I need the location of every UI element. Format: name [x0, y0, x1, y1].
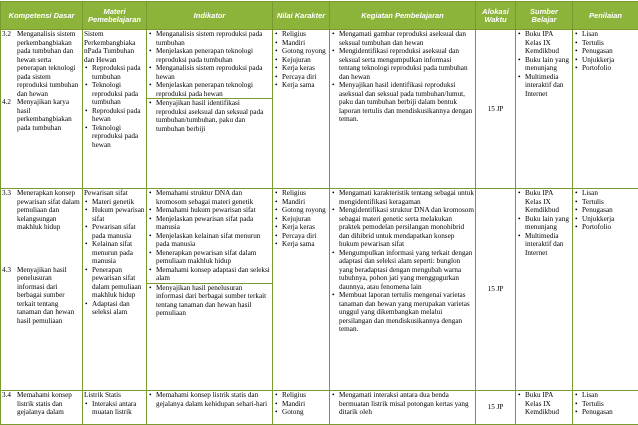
kegiatan-item: • Mengamati interaksi antara dua benda bermuatan listrik misal potongan kertas yang ditarik oleh [331, 391, 474, 417]
indikator-item: • Menyajikan hasil penelusuran informasi dari berbagai sumber terkait tentang tanaman dan hewan hasil pemuliaan [148, 284, 271, 318]
materi-item: • Reproduksi pada hewan [84, 107, 145, 124]
indikator-cell [147, 391, 273, 425]
indikator-list-b [148, 284, 271, 318]
materi-title: Listrik Statis [84, 391, 145, 400]
materi-item: • Materi genetik [84, 198, 145, 207]
kd-text: Memahami konsep listrik statis dan gejalanya dalam [17, 391, 81, 417]
nilai-item: • Kerja sama [274, 240, 328, 249]
kegiatan-cell [330, 189, 476, 391]
kd-item [2, 266, 81, 326]
nilai-item: • Kejujuran [274, 215, 328, 224]
penilaian-item: • Tertulis [574, 39, 637, 48]
sumber-cell [516, 391, 573, 425]
penilaian-cell [573, 189, 638, 391]
sumber-list [517, 391, 571, 417]
indikator-item: • Menjelaskan kelainan sifat menurun pada manusia [148, 232, 271, 249]
kegiatan-list [331, 189, 474, 334]
nilai-item: • Mandiri [274, 198, 328, 207]
indikator-item: • Menjelaskan penerapan teknologi reproduksi pada tumbuhan [148, 47, 271, 64]
indikator-item: • Menganalisis sistem reproduksi pada tumbuhan [148, 30, 271, 47]
sumber-item: • Buku IPA Kelas IX Kemdikbud [517, 391, 571, 417]
kegiatan-list [331, 30, 474, 124]
penilaian-item: • Lisan [574, 189, 637, 198]
kd-number: 3.4 [2, 391, 17, 417]
kegiatan-item: • Mengumpulkan informasi yang terkait dengan adaptasi dan seleksi alam seperti: bunglon yang beradaptasi dengan mengubah warna tubuhnya, pohon jati yang menggugurkan daunnya, atau fenomena lain [331, 249, 474, 292]
nilai-item: • Religius [274, 30, 328, 39]
header-nilai-karakter: Nilai Karakter [273, 2, 330, 30]
kd-number: 4.3 [2, 266, 17, 326]
kegiatan-item: • Membuat laporan tertulis mengenai varietas tanaman dan hewan yang merupakan varietas unggul yang dikembangkan melalui persilangan dan mendiskusikannya dengan teman. [331, 291, 474, 334]
waktu-cell: 15 JP [476, 189, 516, 391]
materi-item: • Pewarisan sifat pada manusia [84, 223, 145, 240]
nilai-item: • Kerja keras [274, 64, 328, 73]
materi-item: • Kelainan sifat menurun pada manusia [84, 240, 145, 266]
sumber-cell [516, 30, 573, 189]
nilai-item: • Percaya diri [274, 73, 328, 82]
penilaian-item: • Tertulis [574, 198, 637, 207]
header-kompetensi-dasar: Kompetensi Dasar [1, 2, 83, 30]
kegiatan-item: • Mengamati karakteristik tentang sebagai untuk mengidentifikasi keragaman [331, 189, 474, 206]
materi-title: Pewarisan sifat [84, 189, 145, 198]
indikator-item: • Menganalisis sistem reproduksi pada hewan [148, 64, 271, 81]
nilai-cell [273, 391, 330, 425]
sumber-item: • Multimedia interaktif dan Internet [517, 73, 571, 99]
syllabus-table [0, 1, 638, 425]
materi-cell [83, 189, 147, 391]
nilai-item: • Religius [274, 391, 328, 400]
nilai-cell [273, 30, 330, 189]
indikator-item: • Menjelaskan pewarisan sifat pada manusia [148, 215, 271, 232]
sumber-item: • Multimedia interaktif dan Internet [517, 232, 571, 258]
header-indikator: Indikator [147, 2, 273, 30]
indikator-item: • Memahami struktur DNA dan kromosom sebagai materi genetik [148, 189, 271, 206]
kegiatan-item: • Mengidentifikasi struktur DNA dan kromosom sebagai materi genetic serta melakukan praktek pemodelan persilangan monohibrid dan dihibrid untuk mendapatkan konsep hukum pewarisan sifat [331, 206, 474, 249]
kd-number: 3.3 [2, 189, 17, 232]
penilaian-item: • Lisan [574, 391, 637, 400]
indikator-item: • Memahami hukum pewarisan sifat [148, 206, 271, 215]
materi-item: • Adaptasi dan seleksi alam [84, 300, 145, 317]
materi-title: Sistem Perkembangbiaka nPada Tumbuhan dan Hewan [84, 30, 145, 64]
kd-item [2, 391, 81, 417]
sumber-list [517, 189, 571, 257]
nilai-item: • Mandiri [274, 39, 328, 48]
header-penilaian: Penilaian [573, 2, 638, 30]
kegiatan-item: • Mengamati gambar reproduksi aseksual dan seksual tumbuhan dan hewan [331, 30, 474, 47]
nilai-item: • Mandiri [274, 400, 328, 409]
indikator-list [148, 30, 271, 98]
kd-text: Menyajikan karya hasil perkembangbiakan pada tumbuhan [17, 98, 81, 132]
indikator-item: • Memahami konsep adaptasi dan seleksi alam [148, 266, 271, 283]
materi-list [84, 400, 145, 417]
header-kegiatan: Kegiatan Pembelajaran [330, 2, 476, 30]
kd-text: Menyajikan hasil penelusuran informasi dari berbagai sumber terkait tentang tanaman dan hewan hasil pemuliaan [17, 266, 81, 326]
penilaian-item: • Lisan [574, 30, 637, 39]
kegiatan-list [331, 391, 474, 417]
materi-item: • Teknologi reproduksi pada tumbuhan [84, 81, 145, 107]
sumber-item: • Buku IPA Kelas IX Kemdikbud [517, 189, 571, 215]
header-alokasi-waktu: Alokasi Waktu [476, 2, 516, 30]
materi-item: • Penerapan pewarisan sifat dalam pemuliaan makhluk hidup [84, 266, 145, 300]
materi-list [84, 64, 145, 149]
sumber-item: • Buku IPA Kelas IX Kemdikbud [517, 30, 571, 56]
materi-item: • Hukum pewarisan sifat [84, 206, 145, 223]
sumber-item: • Buku lain yang menunjang [517, 215, 571, 232]
kd-item [2, 189, 81, 232]
indikator-item: • Menjelaskan penerapan teknologi reproduksi pada hewan [148, 81, 271, 98]
nilai-list [274, 391, 328, 417]
indikator-item: • Menyajikan hasil identifikasi reproduksi aseksual dan seksual pada tumbuhan/tumbuhan, paku dan tumbuhan berbiji [148, 99, 271, 133]
kd-number: 4.2 [2, 98, 17, 132]
sumber-item: • Buku lain yang menunjang [517, 56, 571, 73]
indikator-item: • Memahami konsep listrik statis dan gejalanya dalam kehidupan sehari-hari [148, 391, 271, 408]
materi-list [84, 198, 145, 317]
nilai-list [274, 30, 328, 90]
penilaian-item: • Unjukkerja [574, 56, 637, 65]
kd-item [2, 98, 81, 132]
sumber-list [517, 30, 571, 98]
kd-cell [1, 30, 83, 189]
kd-cell [1, 391, 83, 425]
nilai-item: • Gotong royong [274, 206, 328, 215]
table-row [1, 391, 638, 425]
nilai-list [274, 189, 328, 249]
penilaian-list [574, 189, 637, 232]
header-row [1, 2, 638, 30]
penilaian-item: • Penugasan [574, 206, 637, 215]
nilai-item: • Kerja sama [274, 81, 328, 90]
kegiatan-item: • Mengidentifikasi reproduksi aseksual dan seksual serta mengumpulkan informasi tentang teknologi reproduksi pada tumbuhan dan hewan [331, 47, 474, 81]
table-row [1, 189, 638, 391]
kegiatan-cell [330, 30, 476, 189]
materi-cell [83, 391, 147, 425]
kd-text: Menganalisis sistem perkembangbiakan pada tumbuhan dan hewan serta penerapan teknologi pada sistem reproduksi tumbuhan dan hewan [17, 30, 81, 98]
sumber-cell [516, 189, 573, 391]
indikator-cell [147, 189, 273, 391]
kd-text: Menerapkan konsep pewarisan sifat dalam pemuliaan dan kelangsungan makhluk hidup [17, 189, 81, 232]
materi-item: • Reproduksi pada tumbuhan [84, 64, 145, 81]
table-row [1, 30, 638, 189]
materi-cell [83, 30, 147, 189]
penilaian-item: • Penugasan [574, 47, 637, 56]
table-body [1, 30, 638, 425]
penilaian-list [574, 30, 637, 73]
penilaian-cell [573, 391, 638, 425]
kd-cell [1, 189, 83, 391]
penilaian-cell [573, 30, 638, 189]
kegiatan-item: • Menyajikan hasil identifikasi reproduksi aseksual dan seksual pada tumbuhan/lumut, paku dan tumbuhan berbiji dalam bentuk laporan tertulis dan mendiskusikannya dengan teman. [331, 81, 474, 124]
nilai-cell [273, 189, 330, 391]
nilai-item: • Kejujuran [274, 56, 328, 65]
penilaian-item: • Tertulis [574, 400, 637, 409]
penilaian-item: • Portofolio [574, 64, 637, 73]
indikator-cell [147, 30, 273, 189]
penilaian-item: • Unjukkerja [574, 215, 637, 224]
nilai-item: • Religius [274, 189, 328, 198]
header-materi: Materi Pemebelajaran [83, 2, 147, 30]
materi-item: • Interaksi antara muatan listrik [84, 400, 145, 417]
waktu-cell: 15 JP [476, 391, 516, 425]
penilaian-item: • Penugasan [574, 408, 637, 417]
indikator-item: • Menerapkan pewarisan sifat dalam pemuliaan makhluk hidup [148, 249, 271, 266]
materi-item: • Teknologi reproduksi pada hewan [84, 124, 145, 150]
penilaian-list [574, 391, 637, 417]
penilaian-item: • Portofolio [574, 223, 637, 232]
nilai-item: • Gotong royong [274, 47, 328, 56]
kd-item [2, 30, 81, 98]
kd-number: 3.2 [2, 30, 17, 98]
waktu-cell: 15 JP [476, 30, 516, 189]
indikator-list [148, 391, 271, 408]
kegiatan-cell [330, 391, 476, 425]
indikator-list [148, 189, 271, 283]
header-sumber-belajar: Sumber Belajar [516, 2, 573, 30]
nilai-item: • Percaya diri [274, 232, 328, 241]
nilai-item: • Gotong [274, 408, 328, 417]
nilai-item: • Kerja keras [274, 223, 328, 232]
indikator-list-b [148, 99, 271, 133]
